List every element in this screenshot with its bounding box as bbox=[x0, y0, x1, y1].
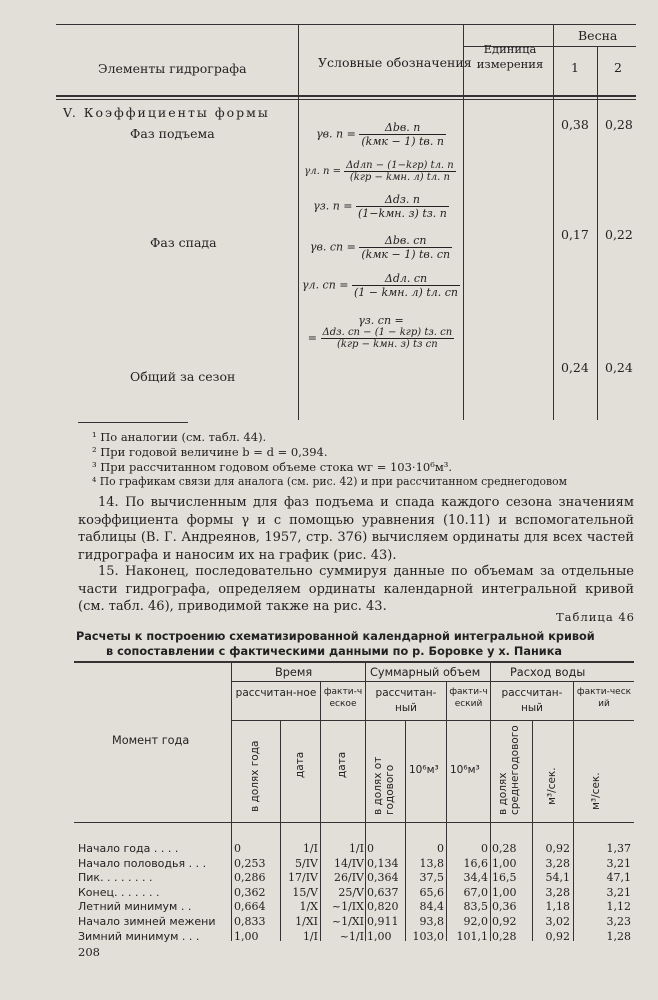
col-divider bbox=[532, 720, 533, 941]
table-cell: 3,23 bbox=[606, 915, 631, 928]
group-volume: Суммарный объем bbox=[370, 666, 481, 679]
header-col1: 1 bbox=[571, 60, 579, 75]
header-elements: Элементы гидрографа bbox=[98, 61, 247, 76]
col-head: 10⁶м³ bbox=[409, 764, 439, 776]
group-time: Время bbox=[275, 666, 313, 679]
table-cell: 13,8 bbox=[419, 856, 444, 870]
sub-calc: рассчитан-ный bbox=[375, 687, 437, 714]
table-cell: 0,134 bbox=[367, 856, 399, 870]
row-value: 0,22 bbox=[605, 227, 633, 242]
group-discharge: Расход воды bbox=[510, 666, 586, 679]
table-cell: 0,833 bbox=[234, 915, 266, 928]
table-top-rule bbox=[74, 661, 634, 663]
table-cell: 5/IV bbox=[295, 856, 318, 870]
table-cell: 34,4 bbox=[463, 871, 488, 885]
table-cell: 103,0 bbox=[412, 929, 444, 943]
table-cell: 1,28 bbox=[606, 929, 631, 943]
col-head: дата bbox=[294, 751, 306, 778]
table-cell: 0 bbox=[437, 842, 444, 855]
table-cell: 67,0 bbox=[463, 885, 488, 899]
table-cell: 3,21 bbox=[606, 885, 631, 899]
table-cell: 0,911 bbox=[367, 915, 399, 928]
table-title: Расчеты к построению схематизированной календарной интегральной кривой bbox=[76, 630, 595, 643]
table-cell: 1/X bbox=[299, 900, 318, 914]
table-row-label: Конец. . . . . . . bbox=[78, 885, 160, 899]
header-symbols: Условные обозначения bbox=[318, 55, 472, 70]
table-row-label: Начало половодья . . . bbox=[78, 856, 207, 870]
footnote: ² При годовой величине b = d = 0,394. bbox=[92, 445, 328, 459]
footnote: ¹ По аналогии (см. табл. 44). bbox=[92, 430, 267, 444]
table-cell: 0,364 bbox=[367, 871, 399, 885]
page-number: 208 bbox=[78, 945, 100, 959]
table-cell: 83,5 bbox=[463, 900, 488, 914]
row-value: 0,17 bbox=[561, 227, 589, 242]
table-cell: 0,28 bbox=[492, 929, 517, 943]
col-divider bbox=[298, 24, 299, 420]
col-divider bbox=[231, 661, 232, 941]
row-value: 0,24 bbox=[605, 360, 633, 375]
table-row-label: Зимний минимум . . . bbox=[78, 929, 200, 943]
formula-gamma-v-p: γв. п = Δbв. п (kмк − 1) tв. п bbox=[316, 121, 444, 148]
table-cell: 47,1 bbox=[606, 871, 631, 885]
header-bottom-rule-2 bbox=[56, 99, 636, 100]
footnote: ³ При рассчитанном годовом объеме стока wг = 103·10⁶м³. bbox=[92, 460, 453, 474]
table-row-label: Начало зимней межени bbox=[78, 915, 216, 928]
table-cell: 0 bbox=[481, 842, 488, 855]
table-cell: 17/IV bbox=[288, 871, 318, 885]
col-divider bbox=[446, 681, 447, 941]
table-cell: 1,18 bbox=[545, 900, 570, 914]
header-unit: Единица измерения bbox=[476, 42, 544, 71]
paragraph: 14. По вычисленным для фаз подъема и спада каждого сезона значениям коэффициента формы γ и с помощью уравнения (10.11) и вспомогательной таблицы (В. Г. Андреянов, 1957, стр. 376) вычисляем ординаты для всех частей гидрографа и наносим их на график (рис. 43). bbox=[78, 495, 634, 563]
top-rule bbox=[56, 24, 636, 25]
table-cell: 16,5 bbox=[492, 871, 517, 885]
table-cell: 0,286 bbox=[234, 871, 266, 885]
table-cell: 0,92 bbox=[545, 929, 570, 943]
sub-fact: факти-ческий bbox=[449, 687, 488, 709]
footnote-rule bbox=[78, 422, 188, 423]
table-row-label: Пик. . . . . . . . bbox=[78, 871, 153, 885]
table-cell: 0,664 bbox=[234, 900, 266, 914]
col-divider bbox=[553, 24, 554, 420]
row-label: Общий за сезон bbox=[130, 369, 236, 384]
col-head: м³/сек. bbox=[546, 767, 558, 805]
col-divider bbox=[597, 46, 598, 420]
col-head: в долях среднегодового bbox=[497, 725, 521, 815]
table-cell: 0,92 bbox=[545, 842, 570, 855]
row-value: 0,28 bbox=[605, 117, 633, 132]
table-cell: 0 bbox=[367, 842, 374, 855]
col-divider bbox=[573, 681, 574, 941]
table-cell: 65,6 bbox=[419, 885, 444, 899]
header-spring: Весна bbox=[578, 28, 618, 43]
sub-calc: рассчитан-ный bbox=[501, 687, 563, 714]
table-cell: 0,92 bbox=[492, 915, 517, 928]
table-cell: 37,5 bbox=[419, 871, 444, 885]
table-cell: 3,21 bbox=[606, 856, 631, 870]
table-row-label: Начало года . . . . bbox=[78, 842, 179, 855]
row-value: 0,38 bbox=[561, 117, 589, 132]
header-col2: 2 bbox=[614, 60, 622, 75]
col-head: м³/сек. bbox=[590, 772, 602, 810]
table-cell: 3,02 bbox=[545, 915, 570, 928]
table-cell: 26/IV bbox=[334, 871, 364, 885]
table-cell: 25/V bbox=[338, 885, 364, 899]
formula-gamma-z-sp: γз. сп = = Δdз. сп − (1 − kгр) tз. сп (kгр − kмн. з) tз сп bbox=[307, 314, 453, 350]
table-cell: 16,6 bbox=[463, 856, 488, 870]
table-cell: 0,253 bbox=[234, 856, 266, 870]
table-cell: 84,4 bbox=[419, 900, 444, 914]
table-cell: 3,28 bbox=[545, 885, 570, 899]
table-cell: 0,820 bbox=[367, 900, 399, 914]
table-cell: 1/I bbox=[302, 842, 318, 855]
table-label: Таблица 46 bbox=[556, 610, 635, 624]
table-cell: 1,00 bbox=[492, 885, 517, 899]
col-head: 10⁶м³ bbox=[450, 764, 480, 776]
table-cell: 1,00 bbox=[234, 929, 259, 943]
table-title: в сопоставлении с фактическими данными по р. Боровке у х. Паника bbox=[106, 645, 562, 658]
table-cell: 101,1 bbox=[456, 929, 488, 943]
table-cell: 1,00 bbox=[367, 929, 392, 943]
row-label: Фаз спада bbox=[150, 235, 217, 250]
sub-fact: факти-ческое bbox=[323, 687, 363, 709]
moment-header: Момент года bbox=[112, 734, 190, 747]
table-cell: 1/I bbox=[302, 929, 318, 943]
col-divider bbox=[490, 661, 491, 941]
formula-gamma-v-sp: γв. сп = Δbв. сп (kмк − 1) tв. сп bbox=[309, 234, 451, 261]
col-divider bbox=[320, 681, 321, 941]
table-cell: 14/IV bbox=[334, 856, 364, 870]
table-cell: ~1/XI bbox=[331, 915, 364, 928]
section-title: V. Коэффициенты формы bbox=[63, 105, 270, 120]
table-cell: 1/XI bbox=[295, 915, 318, 928]
row-label: Фаз подъема bbox=[130, 126, 215, 141]
col-head: дата bbox=[336, 751, 348, 778]
formula-gamma-l-sp: γл. сп = Δdл. сп (1 − kмн. л) tл. сп bbox=[301, 272, 458, 299]
sub-fact: факти-ческий bbox=[576, 687, 632, 709]
table-cell: 54,1 bbox=[545, 871, 570, 885]
table-row-label: Летний минимум . . bbox=[78, 900, 192, 914]
col-divider bbox=[405, 720, 406, 941]
table-cell: 15/V bbox=[292, 885, 318, 899]
row-value: 0,24 bbox=[561, 360, 589, 375]
col-divider bbox=[463, 24, 464, 420]
table-cell: 0,28 bbox=[492, 842, 517, 855]
formula-gamma-z-p: γз. п = Δdз. п (1−kмн. з) tз. п bbox=[313, 193, 447, 220]
table-cell: 92,0 bbox=[463, 915, 488, 928]
table-cell: ~1/I bbox=[339, 929, 364, 943]
col-head: в долях года bbox=[249, 740, 261, 812]
header-rule bbox=[74, 822, 634, 823]
table-cell: 0,362 bbox=[234, 885, 266, 899]
table-cell: 0,36 bbox=[492, 900, 517, 914]
paragraph: 15. Наконец, последовательно суммируя данные по объемам за отдельные части гидрографа, определяем ординаты календарной интегральной кривой (см. табл. 46), приводимой также на рис. 43. bbox=[78, 564, 634, 614]
table-cell: 0 bbox=[234, 842, 241, 855]
table-cell: 1,00 bbox=[492, 856, 517, 870]
col-head: в долях от годового bbox=[372, 756, 396, 815]
col-divider bbox=[365, 661, 366, 941]
table-cell: 1/I bbox=[348, 842, 364, 855]
table-cell: 93,8 bbox=[419, 915, 444, 928]
table-cell: 3,28 bbox=[545, 856, 570, 870]
header-bottom-rule bbox=[56, 95, 636, 97]
table-cell: 1,37 bbox=[606, 842, 631, 855]
sub-calc: рассчитан-ное bbox=[235, 687, 317, 699]
formula-gamma-l-p: γл. п = Δdлп − (1−kгр) tл. п (kгр − kмн. л) tл. п bbox=[304, 160, 454, 183]
col-divider bbox=[280, 720, 281, 941]
footnote: ⁴ По графикам связи для аналога (см. рис. 42) и при рассчитанном среднегодовом bbox=[92, 475, 567, 488]
table-cell: 0,637 bbox=[367, 885, 399, 899]
table-cell: 1,12 bbox=[606, 900, 631, 914]
table-cell: ~1/IX bbox=[331, 900, 364, 914]
